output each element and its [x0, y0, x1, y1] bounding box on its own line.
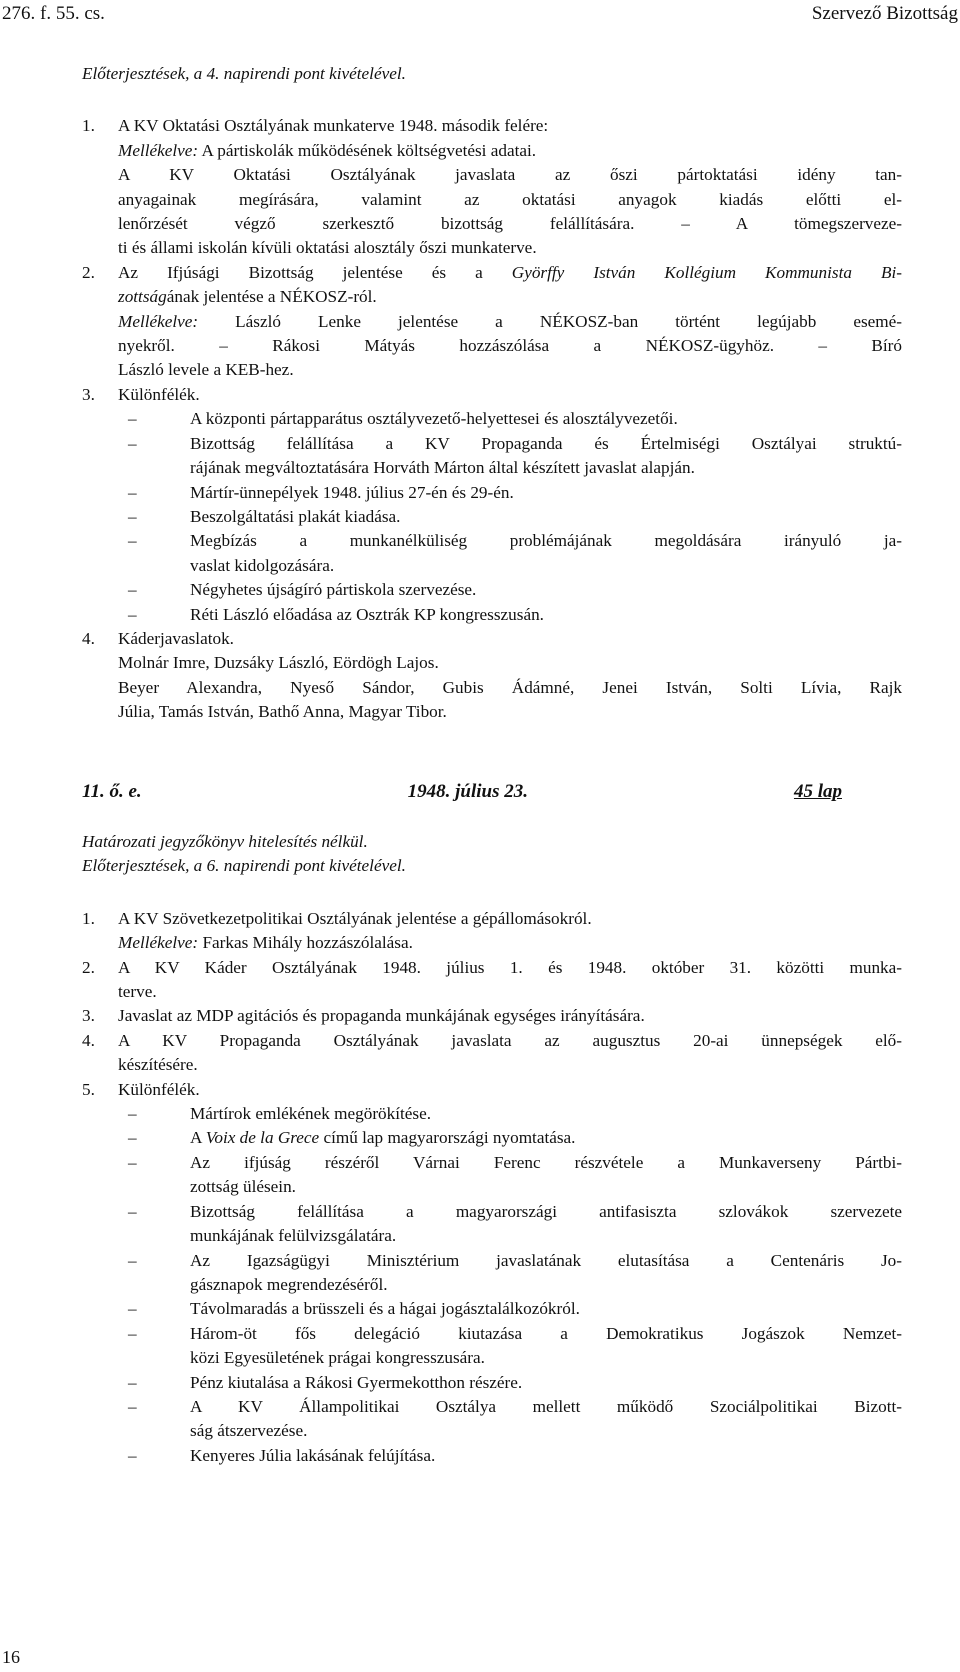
- dash-item: – Pénz kiutalása a Rákosi Gyermekotthon részére.: [82, 1371, 902, 1395]
- cadre-names: Molnár Imre, Duzsáky László, Eördögh Lajos.: [118, 653, 439, 673]
- item-1-text-line: lenőrzését végző szerkesztő bizottság felállítására. – A tömegszerveze-: [118, 214, 902, 234]
- committee-name: Szervező Bizottság: [811, 3, 958, 24]
- record-number: 11. ő. e.: [82, 781, 142, 802]
- item-2-text-line: zottságának jelentése a NÉKOSZ-ról.: [118, 287, 377, 307]
- record-pages: 45 lap: [793, 781, 842, 802]
- section-2-intro: Előterjesztések, a 6. napirendi pont kivételével.: [82, 856, 406, 876]
- item-3: 3. Különfélék.: [82, 384, 200, 404]
- dash-item: – Távolmaradás a brüsszeli és a hágai jogásztalálkozókról.: [82, 1297, 902, 1321]
- dash-item: – Három-öt fős delegáció kiutazása a Demokratikus Jogászok Nemzet-: [82, 1322, 902, 1346]
- dash-item: – Mártírok emlékének megörökítése.: [82, 1102, 902, 1126]
- section-1: [82, 62, 902, 725]
- dash-item: – A központi pártapparátus osztályvezető-helyettesei és alosztályvezetői.: [82, 407, 902, 431]
- dash-item: – Négyhetes újságíró pártiskola szervezése.: [82, 578, 902, 602]
- dash-item: – A Voix de la Grece című lap magyarországi nyomtatása.: [82, 1126, 902, 1150]
- dash-item: – A KV Állampolitikai Osztálya mellett működő Szociálpolitikai Bizott-: [82, 1395, 902, 1419]
- record-heading: [82, 780, 842, 804]
- record-date: 1948. július 23.: [407, 781, 528, 802]
- dash-item-continuation: gásznapok megrendezéséről.: [190, 1274, 388, 1294]
- section-2: [82, 830, 902, 1468]
- dash-item-continuation: zottság ülésein.: [190, 1177, 296, 1197]
- item-2: 2. Az Ifjúsági Bizottság jelentése és a Györffy István Kollégium Kommunista Bi-: [82, 262, 902, 282]
- dash-item-continuation: ság átszervezése.: [190, 1421, 308, 1441]
- item-1-text-line: ti és állami iskolán kívüli oktatási alosztály őszi munkaterve.: [118, 238, 537, 258]
- item-1-attachment: Mellékelve: Farkas Mihály hozzászólalása.: [118, 933, 413, 953]
- item-1-attachment: Mellékelve: A pártiskolák működésének költségvetési adatai.: [118, 140, 537, 160]
- item-2: 2. A KV Káder Osztályának 1948. július 1. és 1948. október 31. közötti munka-: [82, 957, 902, 977]
- item-2-text-line: László levele a KEB-hez.: [118, 360, 294, 380]
- item-1-text-line: anyagainak megírására, valamint az oktatási anyagok kiadás előtti el-: [118, 189, 902, 209]
- dash-item: – Bizottság felállítása a KV Propaganda és Értelmiségi Osztályai struktú-: [82, 432, 902, 456]
- dash-item: – Az Igazságügyi Minisztérium javaslatának elutasítása a Centenáris Jo-: [82, 1249, 902, 1273]
- item-3: 3. Javaslat az MDP agitációs és propaganda munkájának egységes irányítására.: [82, 1006, 645, 1026]
- cadre-names: Beyer Alexandra, Nyeső Sándor, Gubis Ádámné, Jenei István, Solti Lívia, Rajk: [118, 677, 902, 697]
- dash-item: – Bizottság felállítása a magyarországi antifasiszta szlovákok szervezete: [82, 1200, 902, 1224]
- dash-item: – Beszolgáltatási plakát kiadása.: [82, 505, 902, 529]
- item-4: 4. A KV Propaganda Osztályának javaslata az augusztus 20-ai ünnepségek elő-: [82, 1030, 902, 1050]
- item-4-text-line: készítésére.: [118, 1055, 198, 1075]
- dash-item-continuation: vaslat kidolgozására.: [190, 555, 335, 575]
- page-header: [2, 2, 958, 28]
- dash-item: – Mártír-ünnepélyek 1948. július 27-én és 29-én.: [82, 481, 902, 505]
- archive-reference: 276. f. 55. cs.: [2, 3, 105, 24]
- item-1: 1. A KV Szövetkezetpolitikai Osztályának jelentése a gépállomásokról.: [82, 908, 592, 928]
- dash-item: – Kenyeres Júlia lakásának felújítása.: [82, 1444, 902, 1468]
- section-2-note: Határozati jegyzőkönyv hitelesítés nélkül.: [82, 832, 368, 851]
- item-4: 4. Káderjavaslatok.: [82, 628, 234, 648]
- dash-item: – Az ifjúság részéről Várnai Ferenc részvétele a Munkaverseny Pártbi-: [82, 1151, 902, 1175]
- item-1: 1. A KV Oktatási Osztályának munkaterve 1948. második felére:: [82, 116, 549, 136]
- item-5: 5. Különfélék.: [82, 1079, 200, 1099]
- dash-item: – Réti László előadása az Osztrák KP kongresszusán.: [82, 603, 902, 627]
- item-2-text-line: terve.: [118, 982, 157, 1002]
- page-number: 16: [2, 1647, 20, 1667]
- cadre-names: Júlia, Tamás István, Bathő Anna, Magyar Tibor.: [118, 702, 447, 722]
- dash-item-continuation: rájának megváltoztatására Horváth Márton által készített javaslat alapján.: [190, 458, 695, 478]
- item-2-text-line: nyekről. – Rákosi Mátyás hozzászólása a NÉKOSZ-ügyhöz. – Bíró: [118, 336, 902, 356]
- dash-item: – Megbízás a munkanélküliség problémájának megoldására irányuló ja-: [82, 529, 902, 553]
- item-2-attachment: Mellékelve: László Lenke jelentése a NÉKOSZ-ban történt legújabb esemé-: [118, 311, 902, 331]
- section-1-intro: Előterjesztések, a 4. napirendi pont kivételével.: [82, 64, 406, 83]
- dash-item-continuation: munkájának felülvizsgálatára.: [190, 1226, 397, 1246]
- item-1-text-line: A KV Oktatási Osztályának javaslata az őszi pártoktatási idény tan-: [118, 165, 902, 185]
- dash-item-continuation: közi Egyesületének prágai kongresszusára.: [190, 1348, 485, 1368]
